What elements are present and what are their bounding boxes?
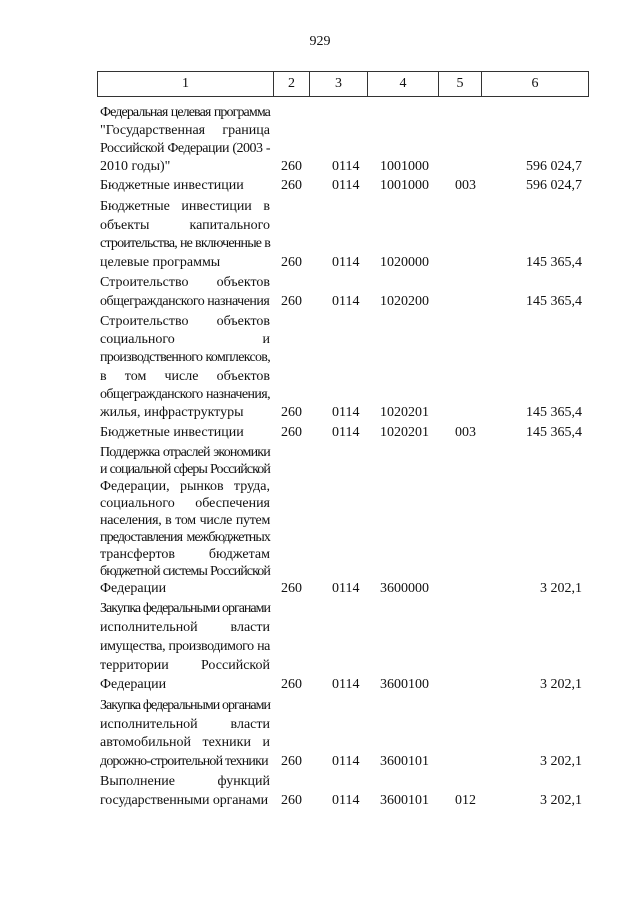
- cell-c4: 1020201: [380, 425, 429, 440]
- description-line: имущества, производимого на: [100, 639, 270, 654]
- description-line: целевые программы: [100, 254, 221, 270]
- cell-c6: 145 365,4: [526, 405, 582, 420]
- description-line: Закупка федеральными органами: [100, 601, 270, 616]
- description-line: Бюджетные инвестиции: [100, 425, 244, 440]
- cell-c2: 260: [281, 581, 302, 596]
- cell-c4: 1020200: [380, 293, 429, 309]
- row-description: [100, 274, 270, 311]
- description-line: производственного комплексов,: [100, 350, 270, 366]
- cell-c4: 3600101: [380, 792, 429, 808]
- description-line: населения, в том числе путем: [100, 513, 270, 528]
- row-description: [100, 313, 270, 422]
- description-line: и социальной сферы Российской: [100, 462, 270, 477]
- cell-c6: 3 202,1: [540, 753, 582, 769]
- header-col-3: 3: [309, 72, 367, 96]
- row-description: [100, 104, 270, 176]
- description-line: исполнительной власти: [100, 620, 270, 635]
- header-col-1: 1: [182, 76, 189, 91]
- cell-c3: 0114: [332, 677, 360, 692]
- cell-c6: 145 365,4: [526, 425, 582, 440]
- cell-c6: 3 202,1: [540, 581, 582, 596]
- cell-c6: 145 365,4: [526, 293, 582, 309]
- cell-c3: 0114: [332, 792, 360, 808]
- cell-c3: 0114: [332, 581, 360, 596]
- description-line: Строительство объектов: [100, 314, 270, 329]
- description-line: предоставления межбюджетных: [100, 530, 270, 545]
- cell-c2: 260: [281, 792, 302, 808]
- cell-c3: 0114: [332, 405, 360, 420]
- description-line: "Государственная граница: [100, 123, 270, 138]
- cell-c4: 3600100: [380, 677, 429, 692]
- cell-c6: 3 202,1: [540, 677, 582, 692]
- description-line: в том числе объектов: [100, 368, 270, 384]
- description-line: автомобильной техники и: [100, 735, 270, 750]
- description-line: Выполнение функций: [100, 774, 270, 789]
- description-line: 2010 годы)": [100, 159, 171, 174]
- cell-c2: 260: [281, 405, 302, 420]
- description-line: социального обеспечения: [100, 496, 270, 511]
- cell-c4: 3600000: [380, 581, 429, 596]
- description-line: трансфертов бюджетам: [100, 547, 270, 562]
- cell-c6: 3 202,1: [540, 792, 582, 808]
- cell-c3: 0114: [332, 293, 360, 309]
- row-description: [100, 773, 270, 810]
- description-line: дорожно-строительной техники: [100, 753, 268, 769]
- description-line: Федеральная целевая программа: [100, 105, 270, 120]
- description-line: Поддержка отраслей экономики: [100, 445, 270, 460]
- row-description: [100, 444, 270, 597]
- description-line: Закупка федеральными органами: [100, 698, 270, 713]
- description-line: социального и: [100, 332, 270, 348]
- description-line: строительства, не включенные в: [100, 236, 270, 251]
- cell-c2: 260: [281, 159, 302, 174]
- cell-c6: 596 024,7: [526, 159, 582, 174]
- cell-c4: 3600101: [380, 753, 429, 769]
- cell-c5: 003: [455, 425, 476, 440]
- description-line: Федерации: [100, 677, 167, 692]
- description-line: Федерации, рынков труда,: [100, 479, 270, 494]
- header-col-6: 6: [481, 72, 588, 96]
- cell-c2: 260: [281, 178, 302, 193]
- cell-c6: 145 365,4: [526, 254, 582, 270]
- description-line: объекты капитального: [100, 217, 270, 233]
- description-line: общегражданского назначения: [100, 293, 270, 309]
- description-line: Российской Федерации (2003 -: [100, 141, 270, 156]
- description-line: жилья, инфраструктуры: [100, 404, 244, 420]
- row-description: [100, 198, 270, 272]
- description-line: исполнительной власти: [100, 716, 270, 732]
- cell-c3: 0114: [332, 159, 360, 174]
- table-header: [97, 71, 589, 97]
- row-description: [100, 177, 270, 195]
- cell-c2: 260: [281, 425, 302, 440]
- cell-c2: 260: [281, 677, 302, 692]
- description-line: Строительство объектов: [100, 275, 270, 290]
- row-description: [100, 697, 270, 771]
- cell-c3: 0114: [332, 254, 360, 270]
- cell-c3: 0114: [332, 425, 360, 440]
- header-col-5: 5: [438, 72, 481, 96]
- header-col-4: 4: [367, 72, 438, 96]
- cell-c2: 260: [281, 254, 302, 270]
- cell-c4: 1001000: [380, 159, 429, 174]
- cell-c6: 596 024,7: [526, 178, 582, 193]
- description-line: территории Российской: [100, 658, 270, 673]
- cell-c4: 1020000: [380, 254, 429, 270]
- cell-c5: 012: [455, 792, 476, 808]
- cell-c2: 260: [281, 753, 302, 769]
- description-line: Бюджетные инвестиции: [100, 178, 244, 193]
- description-line: государственными органами: [100, 792, 269, 808]
- description-line: Бюджетные инвестиции в: [100, 199, 270, 214]
- header-col-2: 2: [273, 72, 309, 96]
- row-description: [100, 424, 270, 442]
- page-number: 929: [309, 34, 331, 49]
- row-description: [100, 599, 270, 694]
- cell-c2: 260: [281, 293, 302, 309]
- cell-c4: 1001000: [380, 178, 429, 193]
- cell-c4: 1020201: [380, 405, 429, 420]
- description-line: общегражданского назначения,: [100, 386, 270, 402]
- cell-c5: 003: [455, 178, 476, 193]
- cell-c3: 0114: [332, 753, 360, 769]
- cell-c3: 0114: [332, 178, 360, 193]
- description-line: Федерации: [100, 581, 167, 596]
- description-line: бюджетной системы Российской: [100, 564, 270, 579]
